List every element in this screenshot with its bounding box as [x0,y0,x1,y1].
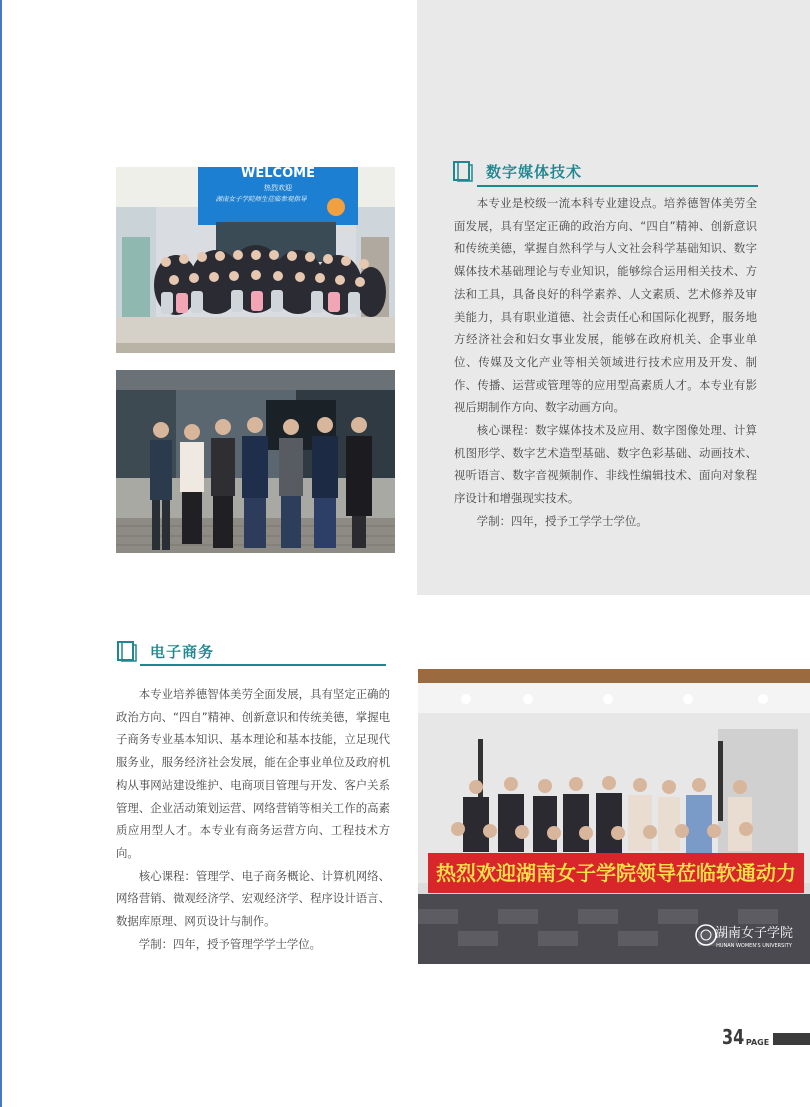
school-logo-en: HUNAN WOMEN'S UNIVERSITY [716,943,792,949]
section-ecommerce-underline [140,664,386,666]
section-media-heading [452,160,582,182]
section-media-body [454,192,757,533]
photo-group-banner [418,669,810,964]
paragraph: 本专业是校级一流本科专业建设点。培养德智体美劳全面发展，具有坚定正确的政治方向、“四自”精神、创新意识和传统美德，掌握自然科学与人文社会科学基础知识、数字媒体技术基础理论与专业知识，能够综合运用相关技术、方法和工具，具备良好的科学素养、人文素质、艺术修养及审美能力，具有职业道德、社会责任心和国际化视野，服务地方经济社会和妇女事业发展，能够在政府机关、企事业单位、传媒及文化产业等相关领域进行技术应用及开发、制作、传播、运营或管理等的应用型高素质人才。本专业有影视后期制作方向、数字动画方向。 [454,196,757,415]
section-ecommerce-body [116,683,390,955]
page-number-label: PAGE [745,1038,770,1047]
welcome-screen-line1: 热烈欢迎 [264,184,292,192]
section-ecommerce-heading [116,640,214,662]
paragraph: 核心课程：管理学、电子商务概论、计算机网络、网络营销、微观经济学、宏观经济学、程序设计语言、数据库原理、网页设计与制作。 [116,868,390,929]
photo-group-welcome [116,167,395,353]
page-number-value: 34 [722,1025,745,1049]
section-ecommerce-title: 电子商务 [150,642,215,661]
page-edge-stripe [0,0,2,1107]
photo-group-entrance [116,370,395,553]
paragraph: 核心课程：数字媒体技术及应用、数字图像处理、计算机图形学、数字艺术造型基础、数字色彩基础、动画技术、视听语言、数字音视频制作、非线性编辑技术、面向对象程序设计和增强现实技术。 [454,423,757,506]
paragraph: 学制：四年，授予管理学学士学位。 [138,936,322,951]
welcome-screen-line2: 湖南女子学院师生莅临参观指导 [215,195,307,203]
school-logo-text: 湖南女子学院 [714,926,794,941]
paragraph: 本专业培养德智体美劳全面发展，具有坚定正确的政治方向、“四自”精神、创新意识和传统美德，掌握电子商务专业基本知识、基本理论和基本技能，立足现代服务业，服务经济社会发展，能在企事业单位及政府机构从事网站建设维护、电商项目管理与开发、客户关系管理、企业活动策划运营、网络营销等相关工作的高素质应用型人才。本专业有商务运营方向、工程技术方向。 [116,687,390,860]
section-media-underline [477,185,758,187]
book-icon [452,160,474,182]
banner-text: 热烈欢迎湖南女子学院领导莅临软通动力 [436,861,796,885]
section-media-title: 数字媒体技术 [486,162,583,181]
paragraph: 学制：四年，授予工学学士学位。 [476,513,648,528]
page-number [722,1027,810,1047]
welcome-screen-title: WELCOME [241,167,315,181]
book-icon [116,640,138,662]
page-number-bar [773,1033,810,1045]
